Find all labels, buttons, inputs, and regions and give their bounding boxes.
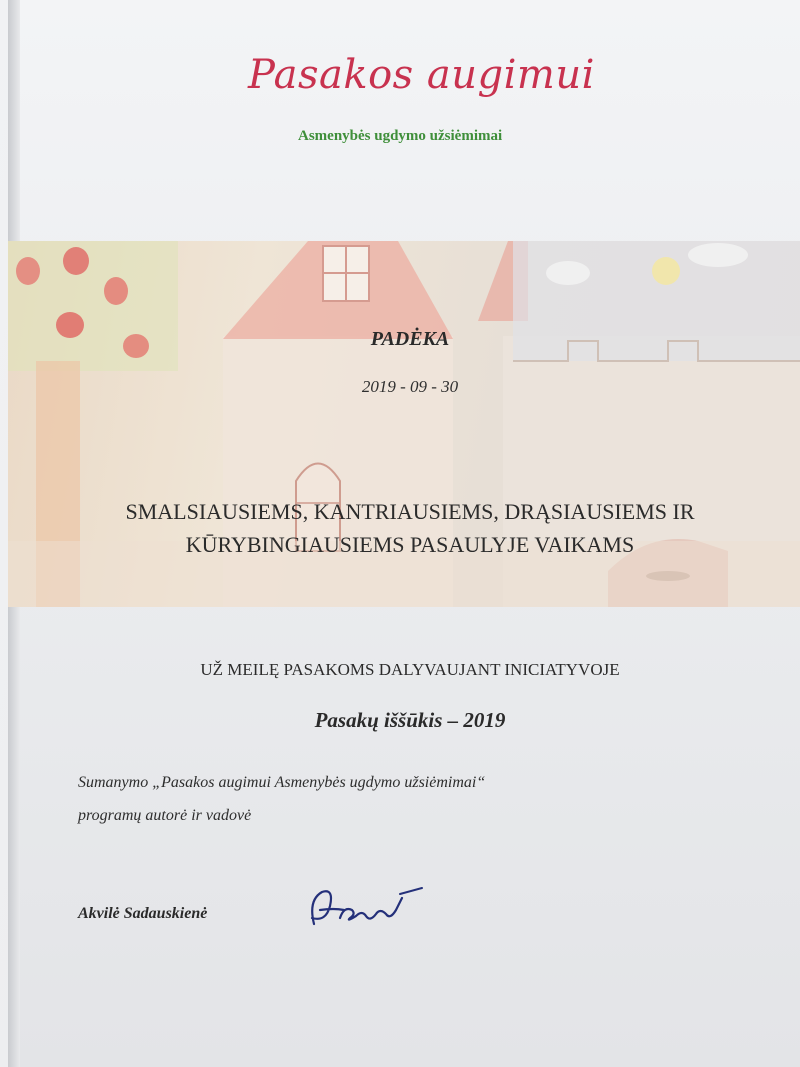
dedication-line-2: KŪRYBINGIAUSIEMS PASAULYJE VAIKAMS bbox=[185, 532, 635, 557]
certificate-date: 2019 - 09 - 30 bbox=[361, 377, 459, 396]
author-role-line-1: Sumanymo „Pasakos augimui Asmenybės ugdymo užsiėmimai“ bbox=[78, 774, 486, 791]
brand-logo-title: Pasakos augimui bbox=[248, 52, 595, 98]
certificate-title: PADĖKA bbox=[370, 328, 450, 350]
dedication-text bbox=[60, 495, 760, 561]
signer-name: Akvilė Sadauskienė bbox=[78, 905, 208, 922]
dedication-line-1: SMALSIAUSIEMS, KANTRIAUSIEMS, DRĄSIAUSIEMS IR bbox=[125, 499, 695, 524]
challenge-name: Pasakų iššūkis – 2019 bbox=[314, 708, 506, 732]
reason-text: UŽ MEILĘ PASAKOMS DALYVAUJANT INICIATYVOJE bbox=[200, 660, 620, 679]
brand-logo-subtitle: Asmenybės ugdymo užsiėmimai bbox=[298, 128, 503, 144]
handwritten-signature bbox=[300, 880, 430, 935]
author-role-line-2: programų autorė ir vadovė bbox=[78, 807, 252, 824]
